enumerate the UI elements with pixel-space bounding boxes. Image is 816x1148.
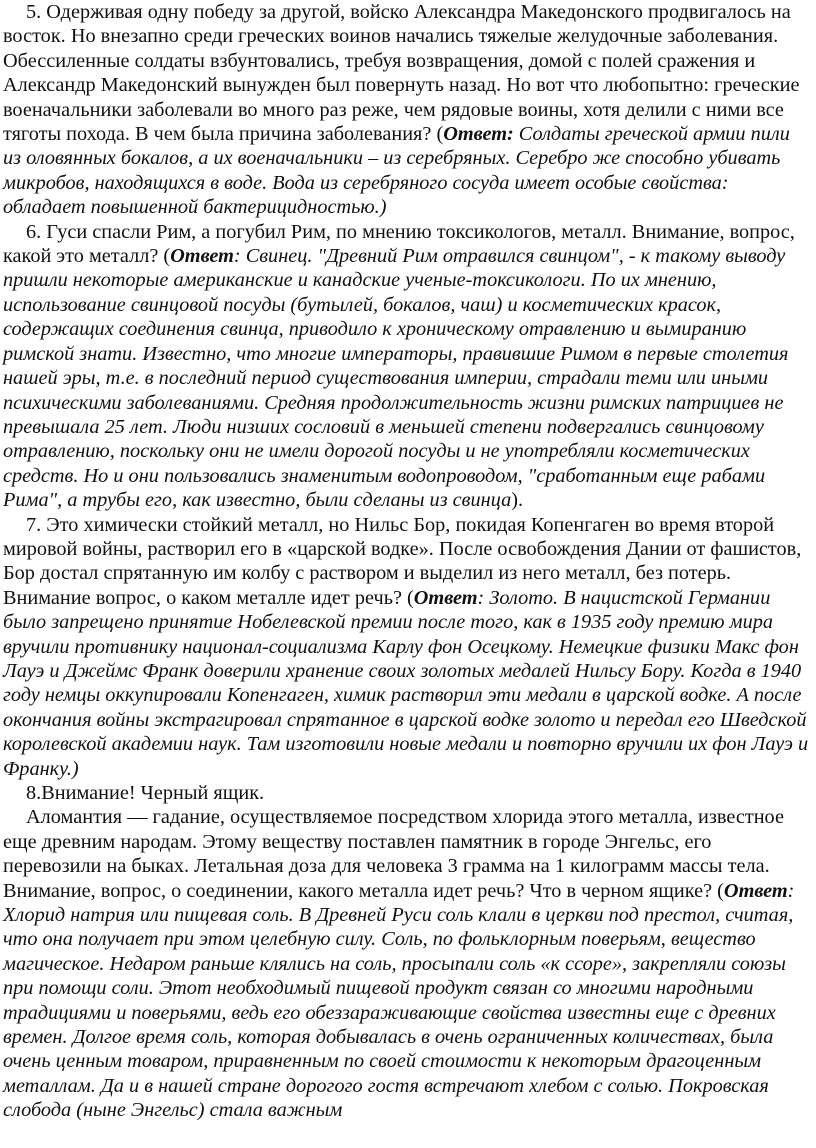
question-8-text: Аломантия — гадание, осуществляемое посредством хлорида этого металла, известное еще древним народам. Этому веществу поставлен памятник в городе Энгельс, его перевозили на быках. Летальная доза для человека 3 грамма на 1 килограмм массы тела. Внимание, вопрос, о соединении, какого металла идет речь? Что в черном ящике? ( (3, 806, 784, 902)
question-5-answer: Солдаты греческой армии пили из оловянных бокалов, а их военачальники – из серебряных. Серебро же способно убивать микробов, находящихся в воде. Вода из серебряного сосуда имеет особые свойства: обладает повышенной бактерицидностью.) (3, 123, 790, 219)
question-6 (3, 220, 812, 513)
question-8-heading: 8.Внимание! Черный ящик. (26, 782, 265, 804)
question-6-closing: ). (511, 489, 524, 512)
question-7 (3, 513, 812, 781)
question-7-text: 7. Это химически стойкий металл, но Нильс Бор, покидая Копенгаген во время второй мировой войны, растворил его в «царской водке». После освобождения Дании от фашистов, Бор достал спрятанную им колбу с раствором и выделил из него металл, без потерь. Внимание вопрос, о каком металле идет речь? ( (3, 513, 802, 609)
question-8-answer: : Хлорид натрия или пищевая соль. В Древней Руси соль клали в церкви под престол, считая, что она получает при этом целебную силу. Соль, по фольклорным поверьям, вещество магическое. Недаром раньше клялись на соль, просыпали соль «к ссоре», закрепляли союзы при помощи соли. Этот необходимый пищевой продукт связан со многими народными традициями и поверьями, ведь его обеззараживающие свойства известны еще с древних времен. Долгое время соль, которая добывалась в очень ограниченных количествах, была очень ценным товаром, приравненным по своей стоимости к некоторым драгоценным металлам. Да и в нашей стране дорогого гостя встречают хлебом с солью. Покровская слобода (ныне Энгельс) стала важным (3, 879, 795, 1122)
question-5 (3, 0, 812, 220)
question-8 (3, 805, 812, 1122)
question-6-answer-label: Ответ (170, 245, 234, 268)
question-5-answer-label: Ответ: (443, 123, 514, 146)
question-6-text: 6. Гуси спасли Рим, а погубил Рим, по мнению токсикологов, металл. Внимание, вопрос, какой это металл? ( (3, 220, 795, 268)
question-8-answer-label: Ответ (723, 879, 788, 902)
question-7-answer: : Золото. В нацистской Германии было запрещено принятие Нобелевской премии после того, как в 1935 году премию мира вручили противнику национал-социализма Карлу фон Осецкому. Немецкие физики Макс фон Лауэ и Джеймс Франк доверили хранение своих золотых медалей Нильсу Бору. Когда в 1940 году немцы оккупировали Копенгаген, химик растворил эти медали в царской водке. А после окончания войны экстрагировал спрятанное в царской водке золото и передал его Шведской королевской академии наук. Там изготовили новые медали и повторно вручили их фон Лауэ и Франку.) (3, 586, 809, 780)
question-7-answer-label: Ответ (413, 586, 478, 609)
question-5-text: 5. Одерживая одну победу за другой, войско Александра Македонского продвигалось на восток. Но внезапно среди греческих воинов начались тяжелые желудочные заболевания. Обессиленные солдаты взбунтовались, требуя возвращения, домой с полей сражения и Александр Македонский вынужден был повернуть назад. Но вот что любопытно: греческие военачальники заболевали во много раз реже, чем рядовые воины, хотя делили с ними все тяготы похода. В чем была причина заболевания? ( (3, 1, 800, 146)
question-6-answer: : Свинец. "Древний Рим отравился свинцом", - к такому выводу пришли некоторые американские и канадские ученые-токсикологи. По их мнению, использование свинцовой посуды (бутылей, бокалов, чаш) и косметических красок, содержащих соединения свинца, приводило к хроническому отравлению и вымиранию римской знати. Известно, что многие императоры, правившие Римом в первые столетия нашей эры, т.е. в последний период существования империи, страдали теми или иными психическими заболеваниями. Средняя продолжительность жизни римских патрициев не превышала 25 лет. Люди низших сословий в меньшей степени подвергались свинцовому отравлению, поскольку они не имели дорогой посуды и не употребляли косметических средств. Но и они пользовались знаменитым водопроводом, "сработанным еще рабами Рима", а трубы его, как известно, были сделаны из свинца (3, 245, 789, 512)
